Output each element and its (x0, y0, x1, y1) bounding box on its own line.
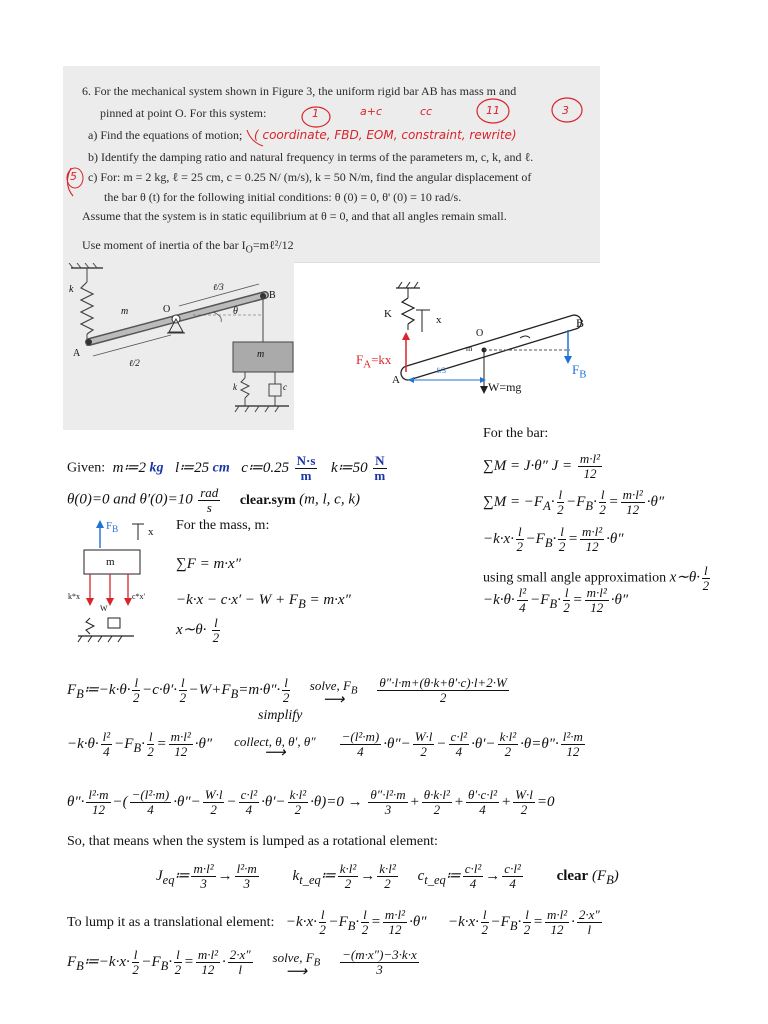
bar-fbd-b: B (576, 316, 585, 330)
mass-fbd-cx: c*x' (132, 592, 145, 601)
derivation-eom: θ″· $\frac{\text{l²·m}}{12}$ −( $\frac{\text{−(l²·m)}}{4}$ ·θ″− $\frac{W\cdot l}{2}$ − $\frac{\text{c·l²}}{4}$ ·θ′− $\frac{\text{k·l²}}{2}$ ·θ)=0 → $\frac{\text{θ″·l²·m}}{3}$ + $\frac{\text{θ·k·l²}}{2}$ + $\frac{\text{θ′·c·l²}}{4}$ + $\frac{W\cdot l}{2}$ =0 (67, 787, 555, 817)
bar-fbd-k: K (384, 308, 392, 320)
bar-fbd (356, 280, 620, 415)
bar-fbd-l3: ℓ/3 (436, 366, 447, 375)
figure-3-drawing (63, 262, 294, 430)
lump-translational: To lump it as a translational element: −k·x· $\frac{l}{2}$ $-F_B\cdot$ $\frac{l}{2}$ = $\frac{\text{m·l²}}{12}$ ·θ″ −k·x· $\frac{l}{2}$ $-F_B\cdot$ $\frac{l}{2}$ = $\frac{\text{m·l²}}{12}$ · $\frac{2\cdot x''}{l}$ (67, 907, 600, 937)
bar-small-angle: using small angle approximation x∼θ· $\frac{l}{2}$ (483, 563, 710, 593)
handwritten-annotations (63, 66, 600, 262)
bar-fbd-m: m (466, 344, 473, 353)
problem-part-b: b) Identify the damping ratio and natural frequency in terms of the parameters m, c, k, and ℓ. (88, 150, 534, 164)
note-procedure: ( coordinate, FBD, EOM, constraint, rewrite) (254, 128, 517, 142)
bar-fbd-weight: W=mg (488, 380, 522, 394)
fig3-label-m: m (121, 306, 129, 317)
fig3-label-a: A (73, 348, 81, 359)
note-margin: 5 (70, 170, 77, 183)
translational-solve: $F_B≔-k\cdot x\cdot$ $\frac{l}{2}$ $-F_B\cdot$ $\frac{l}{2}$ = $\frac{\text{m·l²}}{12}$ · $\frac{2\cdot x''}{l}$ solve, $F_B$ ⟶ $\frac{-(m\cdot x'')-3\cdot k\cdot x}{3}$ (67, 947, 417, 980)
problem-line1: 6. For the mechanical system shown in Figure 3, the uniform rigid bar AB has mass m and (82, 84, 517, 98)
bar-fbd-o: O (476, 328, 484, 339)
figure-3-photo (63, 262, 294, 430)
derivation-collect: −k·θ· $\frac{\text{l²}}{4}$ $-F_B\cdot$ $\frac{l}{2}$ = $\frac{\text{m·l²}}{12}$ ·θ″ collect, θ, θ′, θ″ ⟶ $\frac{\text{−(l²·m)}}{4}$ ·θ″− $\frac{W\cdot l}{2}$ − $\frac{\text{c·l²}}{4}$ ·θ′− $\frac{\text{k·l²}}{2}$ ·θ=θ″· $\frac{\text{l²·m}}{12}$ (67, 729, 583, 761)
mass-fbd-drawing (68, 518, 173, 648)
mass-fbd (68, 518, 173, 648)
fig3-label-mass: m (257, 349, 265, 360)
mass-eq-sumf: ∑F = m·x″ (176, 556, 241, 572)
fig3-label-o: O (163, 304, 171, 315)
mass-fbd-x: x (148, 526, 154, 538)
mass-fbd-kx: k*x (68, 592, 80, 601)
fig3-label-l3: ℓ/3 (213, 282, 224, 292)
problem-line2: pinned at point O. For this system: (100, 106, 267, 120)
note-a-plus-c: a+c (360, 105, 383, 118)
derivation-solve-fb: $F_B≔-k\cdot\theta\cdot$ $\frac{l}{2}$ −c·θ′· $\frac{l}{2}$ $-W+F_B=m\cdot\theta''\cdot$ $\frac{l}{2}$ solve, $F_B$ ⟶ $\frac{\theta''\cdot l\cdot m+(\theta\cdot k+\theta'\cdot c)\cdot l+2\cdot W}{2}$ (67, 675, 507, 708)
bar-eq-moments: $\sum M = -F_A\cdot$ $\frac{l}{2}$ $-F_B\cdot$ $\frac{l}{2}$ = $\frac{\text{m·l²}}{12}$ ·θ″ (483, 487, 665, 517)
bar-fbd-a: A (392, 374, 400, 386)
note-circle-1: 1 (312, 107, 319, 120)
mass-eq-approx: x∼θ· $\frac{l}{2}$ (176, 615, 220, 645)
given-line: Given: m≔2 kg l≔25 cm c≔0.25 $\frac{N\cdot s}{m}$ k≔50 $\frac{N}{m}$ (67, 453, 386, 483)
bar-eq-substituted: −k·x· $\frac{l}{2}$ $-F_B\cdot$ $\frac{l}{2}$ = $\frac{\text{m·l²}}{12}$ ·θ″ (483, 524, 624, 554)
fig3-label-c: c (283, 382, 287, 392)
fig3-label-l2: ℓ/2 (129, 358, 140, 368)
bar-eq-linearized: −k·θ· $\frac{\text{l²}}{4}$ $-F_B\cdot$ $\frac{l}{2}$ = $\frac{\text{m·l²}}{12}$ ·θ″ (483, 585, 629, 615)
mass-fbd-fb: $F_B$ (106, 520, 119, 535)
initial-conditions: θ(0)=0 and θ′(0)=10 $\frac{\text{rad}}{s}$ clear.sym (m, l, c, k) (67, 485, 360, 515)
fig3-label-b: B (269, 290, 276, 301)
note-cc: cc (420, 105, 433, 118)
derivation-simplify: simplify (258, 708, 303, 723)
lumped-rotational-text: So, that means when the system is lumped as a rotational element: (67, 834, 438, 849)
equivalent-rotational: $J_{eq}≔$ $\frac{\text{m·l²}}{3}$ → $\frac{\text{l²·m}}{3}$ $k_{t\_eq}≔$ $\frac{\text{k·l²}}{2}$ → $\frac{\text{k·l²}}{2}$ $c_{t\_eq}≔$ $\frac{\text{c·l²}}{4}$ → $\frac{\text{c·l²}}{4}$ clear $(F_B)$ (156, 861, 619, 891)
bar-section-title: For the bar: (483, 426, 549, 441)
bar-eq-sum-moment: ∑M = J·θ″ J = $\frac{\text{m·l²}}{12}$ (483, 451, 601, 481)
note-circle-11: 11 (486, 104, 500, 117)
mass-section-title: For the mass, m: (176, 518, 270, 533)
note-circle-3: 3 (562, 104, 569, 117)
bar-fbd-x: x (436, 314, 442, 326)
mass-fbd-m: m (106, 556, 115, 568)
problem-part-c2: the bar θ (t) for the following initial conditions: θ (0) = 0, θ' (0) = 10 rad/s. (104, 190, 462, 204)
mass-eq-motion: $-k\cdot x - c\cdot x' - W + F_B = m\cdot x''$ (176, 592, 351, 611)
fig3-label-theta: θ (233, 306, 238, 317)
problem-part-a: a) Find the equations of motion; (88, 128, 243, 142)
problem-part-c1: c) For: m = 2 kg, ℓ = 25 cm, c = 0.25 N/ (m/s), k = 50 N/m, find the angular displacement of (88, 170, 532, 184)
problem-moi: Use moment of inertia of the bar $I_O=m\ell^2/12$ (82, 238, 294, 256)
mass-fbd-w: W (100, 604, 108, 613)
fig3-label-k2: k (233, 382, 237, 392)
problem-assumption: Assume that the system is in static equilibrium at θ = 0, and that all angles remain small. (82, 209, 507, 223)
fig3-label-k: k (69, 284, 74, 295)
bar-fbd-fb: $F_B$ (572, 362, 587, 381)
bar-fbd-fa: $F_A=kx$ (356, 352, 392, 371)
